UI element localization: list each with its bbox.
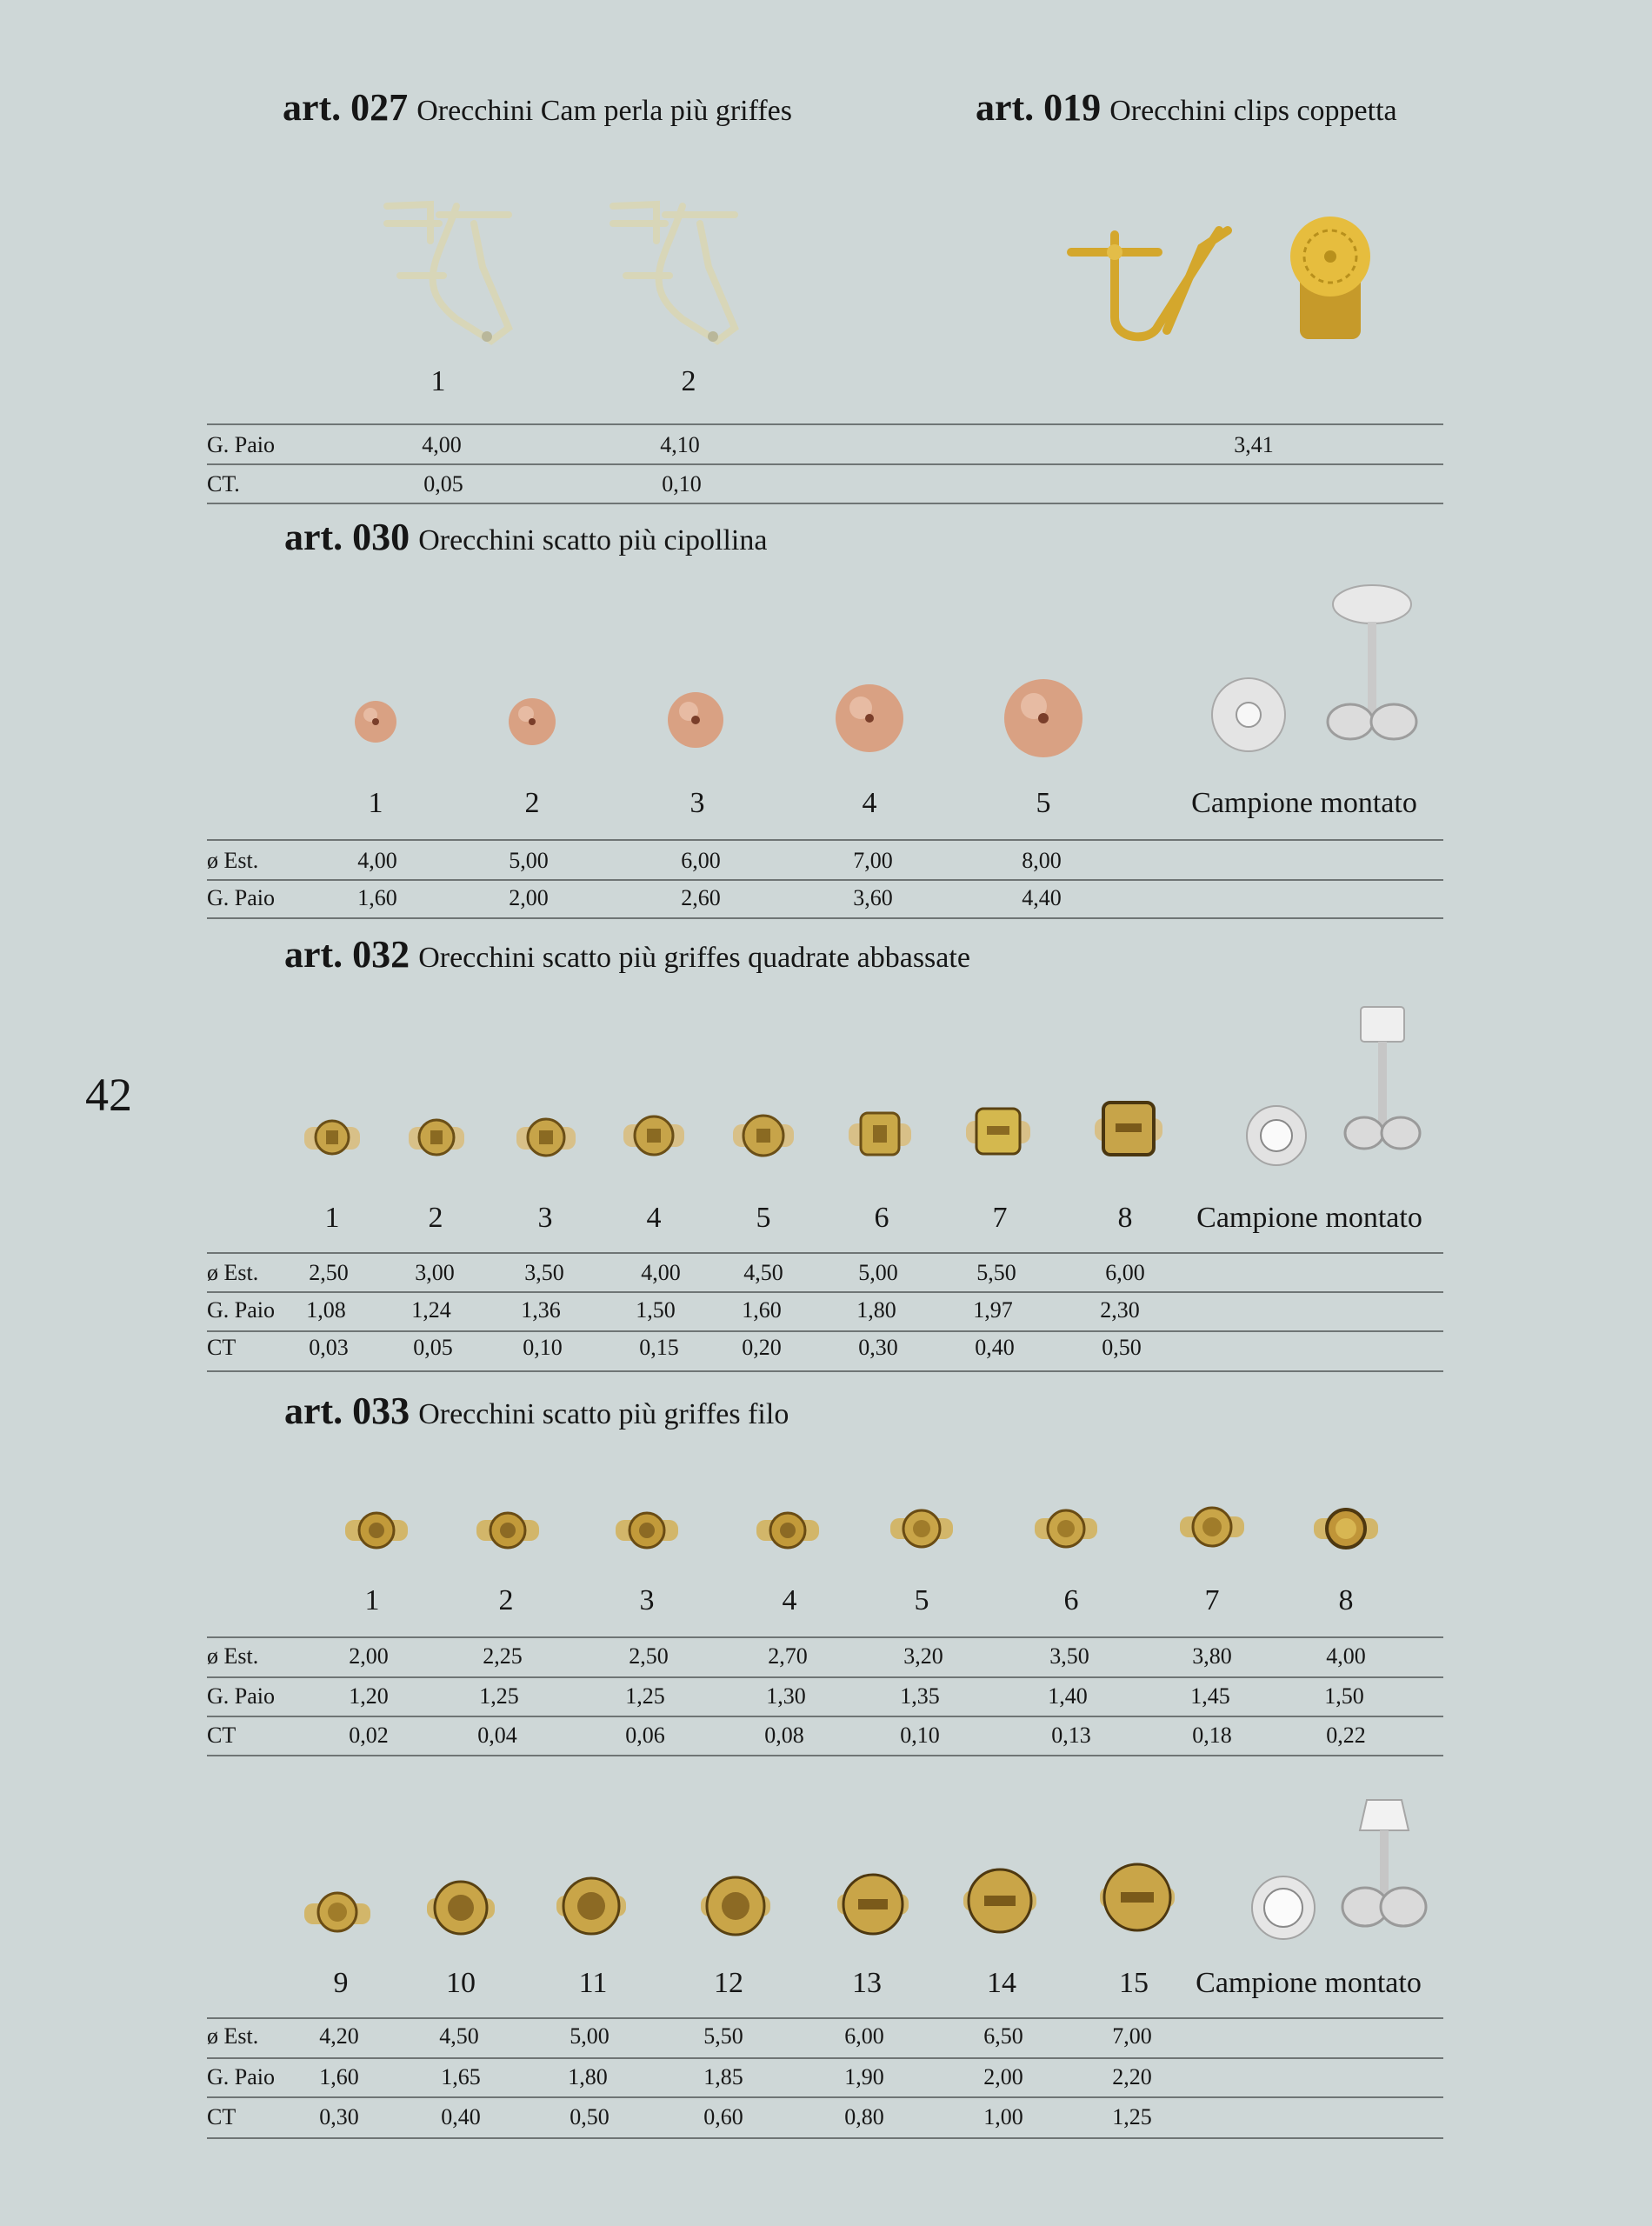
wire-prong-setting-image-2 (473, 1504, 543, 1556)
table-cell: 4,50 (743, 1260, 783, 1285)
row-label: G. Paio (207, 2064, 275, 2089)
table-cell: 2,50 (309, 1260, 349, 1285)
article-heading-019 (976, 85, 1397, 130)
item-number: 2 (524, 787, 540, 819)
table-cell: 2,70 (768, 1643, 808, 1669)
item-number: 4 (646, 1202, 662, 1234)
table-cell: 5,50 (703, 2023, 743, 2049)
table-rule (207, 423, 1443, 425)
rose-gold-back-image-5 (1002, 676, 1085, 760)
table-cell: 0,22 (1326, 1723, 1366, 1748)
cam-lever-earring-image-2 (604, 189, 752, 354)
table-cell: 4,50 (439, 2023, 479, 2049)
rose-gold-back-image-1 (350, 696, 402, 748)
table-cell: 0,40 (975, 1335, 1015, 1360)
table-cell: 1,45 (1190, 1683, 1230, 1709)
table-rule (207, 1676, 1443, 1678)
table-cell: 1,30 (766, 1683, 806, 1709)
article-number: art. 027 (283, 86, 409, 129)
table-cell: 7,00 (1112, 2023, 1152, 2049)
row-label: CT (207, 2104, 236, 2129)
table-cell: 1,25 (1112, 2104, 1152, 2129)
wire-prong-setting-image-12 (697, 1871, 774, 1941)
item-number: 5 (1036, 787, 1051, 819)
table-rule (207, 2017, 1443, 2019)
table-cell: 0,05 (413, 1335, 453, 1360)
table-cell: 4,40 (1022, 885, 1062, 910)
mounted-sample-label: Campione montato (1191, 787, 1417, 819)
wire-prong-setting-image-13 (834, 1868, 912, 1941)
table-cell: 1,60 (357, 885, 397, 910)
square-prong-setting-image-3 (511, 1110, 581, 1165)
row-label: CT (207, 1723, 236, 1748)
square-prong-setting-image-2 (403, 1111, 470, 1163)
article-heading-027 (283, 85, 792, 130)
item-number: 13 (852, 1967, 882, 1999)
table-cell: 2,00 (349, 1643, 389, 1669)
table-cell: 3,80 (1192, 1643, 1232, 1669)
row-label: G. Paio (207, 1683, 275, 1709)
item-number: 2 (498, 1584, 514, 1616)
table-cell: 0,60 (703, 2104, 743, 2129)
clip-earring-cup-image (1282, 213, 1378, 343)
table-rule (207, 917, 1443, 919)
row-label: CT (207, 1335, 236, 1360)
row-label: ø Est. (207, 2023, 259, 2049)
square-prong-setting-image-7 (961, 1100, 1036, 1164)
mounted-sample-side-image (1343, 1003, 1422, 1168)
table-cell: 5,00 (858, 1260, 898, 1285)
table-rule (207, 2057, 1443, 2059)
table-cell: 0,30 (858, 1335, 898, 1360)
table-cell: 1,40 (1048, 1683, 1088, 1709)
square-prong-setting-image-6 (843, 1104, 916, 1165)
table-cell: 0,10 (523, 1335, 563, 1360)
table-cell: 1,25 (625, 1683, 665, 1709)
article-title: Orecchini clips coppetta (1109, 95, 1397, 127)
table-cell: 0,40 (441, 2104, 481, 2129)
item-number: 1 (368, 787, 383, 819)
table-cell: 0,03 (309, 1335, 349, 1360)
table-cell: 1,50 (636, 1297, 676, 1323)
table-cell: 0,08 (764, 1723, 804, 1748)
table-cell: 4,10 (660, 432, 700, 457)
item-number: 2 (428, 1202, 443, 1234)
table-cell: 0,80 (844, 2104, 884, 2129)
table-cell: 2,50 (629, 1643, 669, 1669)
table-cell: 2,00 (983, 2064, 1023, 2089)
table-rule (207, 503, 1443, 504)
mounted-sample-front-image (1247, 1871, 1320, 1944)
table-cell: 1,80 (568, 2064, 608, 2089)
square-prong-setting-image-8 (1089, 1096, 1168, 1165)
table-cell: 0,05 (423, 471, 463, 497)
table-rule (207, 1330, 1443, 1332)
item-number: 3 (639, 1584, 655, 1616)
mounted-sample-side-image (1341, 1796, 1428, 1943)
item-number: 4 (782, 1584, 797, 1616)
row-label: G. Paio (207, 1297, 275, 1323)
table-cell: 1,24 (411, 1297, 451, 1323)
table-rule (207, 1636, 1443, 1638)
article-heading-030 (284, 515, 767, 559)
table-cell: 2,60 (681, 885, 721, 910)
table-cell: 6,00 (844, 2023, 884, 2049)
table-cell: 0,50 (1102, 1335, 1142, 1360)
table-cell: 5,00 (570, 2023, 610, 2049)
table-cell: 1,08 (306, 1297, 346, 1323)
table-cell: 1,25 (479, 1683, 519, 1709)
table-cell: 3,00 (415, 1260, 455, 1285)
rose-gold-back-image-4 (832, 681, 907, 756)
table-cell: 7,00 (853, 848, 893, 873)
table-rule (207, 1755, 1443, 1756)
table-cell: 8,00 (1022, 848, 1062, 873)
article-number: art. 030 (284, 516, 410, 558)
item-number: 9 (333, 1967, 349, 1999)
table-cell: 6,00 (681, 848, 721, 873)
table-cell: 0,04 (477, 1723, 517, 1748)
table-cell: 2,25 (483, 1643, 523, 1669)
rose-gold-back-image-2 (504, 694, 560, 750)
table-rule (207, 463, 1443, 465)
mounted-sample-side-image (1324, 583, 1420, 756)
item-number: 7 (992, 1202, 1008, 1234)
table-cell: 3,20 (903, 1643, 943, 1669)
table-rule (207, 839, 1443, 841)
table-cell: 1,36 (521, 1297, 561, 1323)
table-rule (207, 1291, 1443, 1293)
table-cell: 4,00 (357, 848, 397, 873)
mounted-sample-front-image (1242, 1101, 1311, 1170)
table-cell: 0,10 (662, 471, 702, 497)
item-number: 1 (430, 365, 446, 397)
table-rule (207, 1252, 1443, 1254)
wire-prong-setting-image-11 (553, 1871, 629, 1941)
row-label: G. Paio (207, 885, 275, 910)
table-cell: 3,50 (524, 1260, 564, 1285)
article-heading-032 (284, 932, 970, 976)
table-rule (207, 2096, 1443, 2098)
item-number: 8 (1338, 1584, 1354, 1616)
row-label: CT. (207, 471, 240, 497)
table-cell: 0,50 (570, 2104, 610, 2129)
article-number: art. 032 (284, 933, 410, 976)
table-cell: 4,20 (319, 2023, 359, 2049)
table-cell: 4,00 (1326, 1643, 1366, 1669)
wire-prong-setting-image-8 (1310, 1501, 1382, 1556)
table-cell: 3,41 (1234, 432, 1274, 457)
article-title: Orecchini Cam perla più griffes (416, 95, 792, 127)
wire-prong-setting-image-9 (301, 1883, 374, 1940)
item-number: 2 (681, 365, 696, 397)
square-prong-setting-image-5 (728, 1107, 799, 1164)
article-title: Orecchini scatto più griffes quadrate abbassate (418, 942, 970, 974)
table-cell: 5,00 (509, 848, 549, 873)
clip-earring-side-image (1062, 213, 1236, 352)
wire-prong-setting-image-3 (612, 1504, 682, 1556)
row-label: ø Est. (207, 848, 259, 873)
table-cell: 1,00 (983, 2104, 1023, 2129)
wire-prong-setting-image-4 (753, 1504, 823, 1556)
article-title: Orecchini scatto più cipollina (418, 524, 768, 556)
item-number: 6 (874, 1202, 889, 1234)
table-cell: 1,20 (349, 1683, 389, 1709)
table-cell: 1,90 (844, 2064, 884, 2089)
table-rule (207, 1370, 1443, 1372)
table-cell: 2,30 (1100, 1297, 1140, 1323)
row-label: ø Est. (207, 1260, 259, 1285)
article-title: Orecchini scatto più griffes filo (418, 1398, 789, 1430)
table-cell: 3,50 (1049, 1643, 1089, 1669)
item-number: 15 (1119, 1967, 1149, 1999)
wire-prong-setting-image-14 (960, 1863, 1040, 1939)
item-number: 1 (324, 1202, 340, 1234)
article-number: art. 033 (284, 1390, 410, 1432)
item-number: 11 (578, 1967, 608, 1999)
row-label: ø Est. (207, 1643, 259, 1669)
page-number: 42 (85, 1069, 132, 1121)
table-cell: 4,00 (422, 432, 462, 457)
wire-prong-setting-image-10 (423, 1874, 498, 1942)
table-cell: 6,00 (1105, 1260, 1145, 1285)
table-cell: 1,35 (900, 1683, 940, 1709)
mounted-sample-label: Campione montato (1196, 1967, 1422, 1999)
table-cell: 0,15 (639, 1335, 679, 1360)
table-rule (207, 879, 1443, 881)
item-number: 8 (1117, 1202, 1133, 1234)
table-cell: 0,18 (1192, 1723, 1232, 1748)
item-number: 6 (1063, 1584, 1079, 1616)
table-cell: 1,50 (1324, 1683, 1364, 1709)
rose-gold-back-image-3 (663, 688, 728, 752)
table-cell: 1,85 (703, 2064, 743, 2089)
square-prong-setting-image-4 (618, 1107, 689, 1164)
row-label: G. Paio (207, 432, 275, 457)
article-heading-033 (284, 1389, 789, 1433)
table-cell: 1,97 (973, 1297, 1013, 1323)
item-number: 3 (689, 787, 705, 819)
table-cell: 2,00 (509, 885, 549, 910)
item-number: 3 (537, 1202, 553, 1234)
wire-prong-setting-image-5 (887, 1503, 956, 1555)
wire-prong-setting-image-6 (1031, 1503, 1101, 1555)
table-cell: 2,20 (1112, 2064, 1152, 2089)
article-number: art. 019 (976, 86, 1102, 129)
item-number: 10 (446, 1967, 476, 1999)
table-cell: 5,50 (976, 1260, 1016, 1285)
wire-prong-setting-image-15 (1096, 1857, 1178, 1937)
item-number: 12 (714, 1967, 743, 1999)
table-cell: 1,60 (319, 2064, 359, 2089)
table-cell: 0,06 (625, 1723, 665, 1748)
item-number: 14 (987, 1967, 1016, 1999)
item-number: 5 (914, 1584, 929, 1616)
table-rule (207, 1716, 1443, 1717)
table-cell: 1,80 (856, 1297, 896, 1323)
mounted-sample-label: Campione montato (1196, 1202, 1422, 1234)
table-cell: 0,30 (319, 2104, 359, 2129)
square-prong-setting-image-1 (299, 1111, 365, 1163)
item-number: 5 (756, 1202, 771, 1234)
item-number: 4 (862, 787, 877, 819)
wire-prong-setting-image-7 (1176, 1499, 1248, 1555)
table-cell: 3,60 (853, 885, 893, 910)
table-cell: 6,50 (983, 2023, 1023, 2049)
table-cell: 0,20 (742, 1335, 782, 1360)
item-number: 7 (1204, 1584, 1220, 1616)
table-cell: 0,10 (900, 1723, 940, 1748)
table-cell: 4,00 (641, 1260, 681, 1285)
table-rule (207, 2137, 1443, 2139)
cam-lever-earring-image-1 (378, 189, 526, 354)
table-cell: 1,60 (742, 1297, 782, 1323)
wire-prong-setting-image-1 (342, 1504, 411, 1556)
table-cell: 0,02 (349, 1723, 389, 1748)
table-cell: 0,13 (1051, 1723, 1091, 1748)
mounted-sample-front-image (1209, 676, 1288, 754)
table-cell: 1,65 (441, 2064, 481, 2089)
item-number: 1 (364, 1584, 380, 1616)
